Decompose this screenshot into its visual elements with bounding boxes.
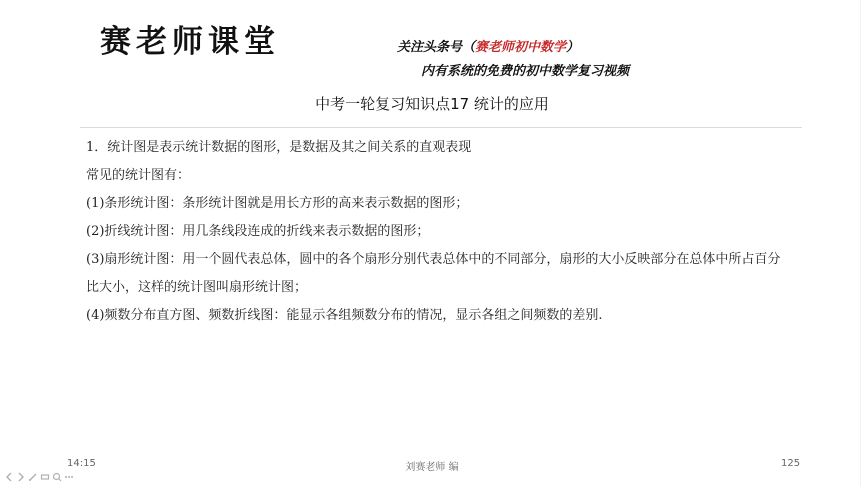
- zoom-icon[interactable]: [52, 472, 62, 482]
- slogan: 内有系统的免费的初中数学复习视频: [421, 64, 630, 79]
- forward-icon[interactable]: [16, 472, 26, 482]
- content-line: (2)折线统计图：用几条线段连成的折线来表示数据的图形；: [86, 224, 430, 239]
- menu-icon[interactable]: [64, 472, 74, 482]
- content-line: (3)扇形统计图：用一个圆代表总体，圆中的各个扇形分别代表总体中的不同部分，扇形的大小反映部分在总体中所占百分: [86, 252, 781, 267]
- slide-title: 中考一轮复习知识点17 统计的应用: [315, 95, 549, 113]
- back-icon[interactable]: [4, 472, 14, 482]
- content-line: (4)频数分布直方图、频数折线图：能显示各组频数分布的情况，显示各组之间频数的差别.: [86, 308, 603, 323]
- slide-content: [86, 134, 806, 330]
- eraser-icon[interactable]: [40, 472, 50, 482]
- title-divider: [80, 127, 802, 128]
- footer-author: 刘赛老师 编: [405, 462, 459, 473]
- pen-icon[interactable]: [28, 472, 38, 482]
- content-line: (1)条形统计图：条形统计图就是用长方形的高来表示数据的图形；: [86, 196, 469, 211]
- page-number: 125: [781, 458, 801, 469]
- follow-suffix: ）: [566, 40, 580, 55]
- content-line: 1．统计图是表示统计数据的图形，是数据及其之间关系的直观表现: [86, 140, 472, 155]
- follow-prefix: 关注头条号（: [397, 40, 476, 55]
- footer-time: 14:15: [67, 458, 96, 469]
- follow-account: 赛老师初中数学: [475, 40, 567, 55]
- content-line: 比大小，这样的统计图叫扇形统计图；: [86, 280, 308, 295]
- presentation-toolbar: [4, 472, 74, 482]
- follow-notice: [397, 36, 579, 55]
- content-line: 常见的统计图有：: [86, 168, 191, 183]
- brand-title: 赛老师课堂: [100, 24, 280, 60]
- window-edge: [860, 0, 861, 486]
